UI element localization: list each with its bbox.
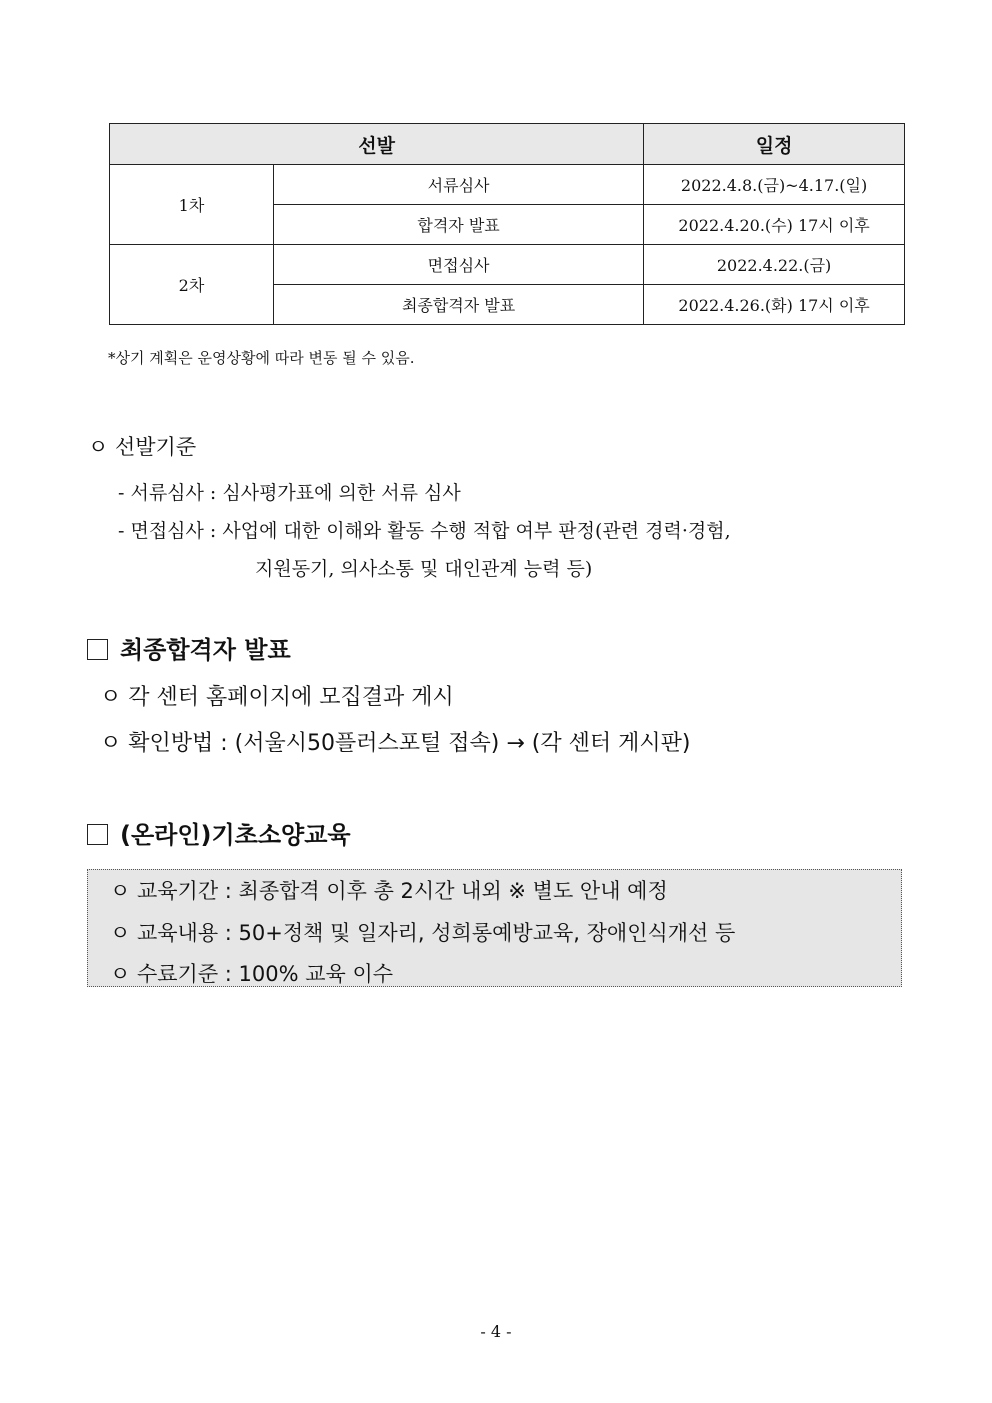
final-item: ㅇ 확인방법 : (서울시50플러스포털 접속) → (각 센터 게시판) [100, 731, 691, 756]
step-cell: 합격자 발표 [274, 205, 644, 245]
final-item: ㅇ 각 센터 홈페이지에 모집결과 게시 [100, 685, 454, 710]
date-cell: 2022.4.22.(금) [644, 245, 905, 285]
step-cell: 최종합격자 발표 [274, 285, 644, 325]
criteria-line: 지원동기, 의사소통 및 대인관계 능력 등) [255, 558, 593, 580]
education-item: ㅇ 교육내용 : 50+정책 및 일자리, 성희롱예방교육, 장애인식개선 등 [110, 921, 736, 945]
education-title-text: (온라인)기초소양교육 [120, 821, 351, 849]
schedule-table [109, 123, 905, 325]
date-cell: 2022.4.26.(화) 17시 이후 [644, 285, 905, 325]
criteria-title: ㅇ 선발기준 [88, 435, 197, 459]
education-box [87, 869, 902, 987]
stage-cell: 2차 [110, 245, 274, 325]
table-header-row [110, 124, 905, 165]
header-schedule: 일정 [644, 124, 905, 165]
table-row [110, 245, 905, 285]
step-cell: 서류심사 [274, 165, 644, 205]
page-number: - 4 - [480, 1322, 512, 1341]
education-item: ㅇ 수료기준 : 100% 교육 이수 [110, 962, 394, 986]
education-section-title [87, 815, 351, 850]
criteria-line: - 면접심사 : 사업에 대한 이해와 활동 수행 적합 여부 판정(관련 경력·경험, [118, 520, 731, 542]
schedule-note: *상기 계획은 운영상황에 따라 변동 될 수 있음. [108, 349, 415, 367]
step-cell: 면접심사 [274, 245, 644, 285]
date-cell: 2022.4.20.(수) 17시 이후 [644, 205, 905, 245]
header-selection: 선발 [110, 124, 644, 165]
final-title-text: 최종합격자 발표 [120, 636, 291, 664]
date-cell: 2022.4.8.(금)~4.17.(일) [644, 165, 905, 205]
square-bullet-icon [87, 639, 108, 660]
criteria-line: - 서류심사 : 심사평가표에 의한 서류 심사 [118, 482, 461, 504]
square-bullet-icon [87, 824, 108, 845]
table-row [110, 165, 905, 205]
education-item: ㅇ 교육기간 : 최종합격 이후 총 2시간 내외 ※ 별도 안내 예정 [110, 879, 668, 903]
stage-cell: 1차 [110, 165, 274, 245]
final-section-title [87, 630, 291, 665]
